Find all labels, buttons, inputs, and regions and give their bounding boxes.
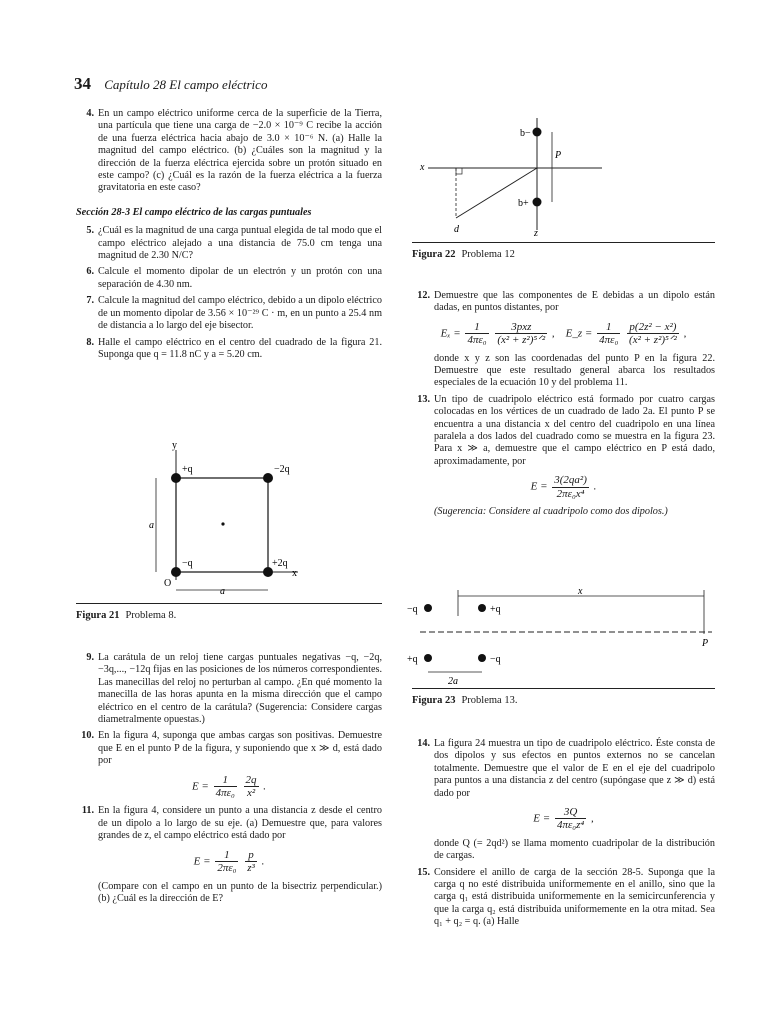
label-p: P xyxy=(555,150,562,161)
problem-4: 4. En un campo eléctrico uniforme cerca de la superficie de la Tierra, una partícula que tiene una carga de −2.0 × 10⁻⁹ C recibe la acción de una fuerza eléctrica hacia abajo de 3.0 × 10⁻⁶ N. (a) Halle la magnitud del campo eléctrico. (b) ¿Cuáles son la magnitud y la dirección de la fuerza eléctrica ejercida sobre un protón situado en este campo? (c) ¿Cuál es la razón de la fuerza eléctrica a la fuerza gravitatoria en este caso? xyxy=(86,108,382,194)
figure-21-diagram xyxy=(140,440,340,600)
label-minus-q-top: −q xyxy=(407,604,418,615)
equation-10: E = $\frac{1}{\text{4πε₀}}$ $\frac{2q}{\text{x²}}$ . xyxy=(191,773,267,800)
label-plus-q-bottom: +q xyxy=(407,654,418,665)
label-x: x xyxy=(292,568,297,579)
label-plus-2q: +2q xyxy=(272,558,288,569)
label-b-minus: b− xyxy=(520,128,531,139)
figure-23-caption: Figura 23 Problema 13. xyxy=(412,695,518,706)
label-x: x xyxy=(578,586,583,597)
section-heading: Sección 28-3 El campo eléctrico de las cargas puntuales xyxy=(76,206,312,218)
charge-bottom-left xyxy=(171,567,181,577)
charge-top-right xyxy=(263,473,273,483)
label-a-vertical: a xyxy=(149,520,154,531)
label-x: x xyxy=(420,162,425,173)
figure-21-rule xyxy=(76,603,382,604)
figure-23-rule xyxy=(412,688,715,689)
problem-13: 13. Un tipo de cuadripolo eléctrico está formado por cuatro cargas colocadas en los vértices de un cuadrado de lado 2a. El punto P se encuentra a una distancia x del centro del cuadripolo en una línea paralela a dos lados del cuadrado como se muestra en la figura 23. Para x ≫ a, demuestre que el campo eléctrico en P está dado, aproximadamente, por xyxy=(417,393,715,467)
page-number: 34 xyxy=(74,74,91,93)
equation-14: E = $\frac{3Q}{\text{4πε₀z⁴}}$ , xyxy=(533,806,594,832)
figure-23-diagram xyxy=(404,586,716,696)
problem-14: 14. La figura 24 muestra un tipo de cuadripolo eléctrico. Éste consta de dos dipolos y sus efectos en puntos externos no se cancelan totalmente. Demuestre que el valor de E en el eje del cuadripolo para puntos a una distancia z del centro (supóngase que z ≫ d) está dado por xyxy=(417,738,715,799)
problem-7: 7. Calcule la magnitud del campo eléctrico, debido a un dipolo eléctrico de un momento dipolar de 3.56 × 10⁻²⁹ C · m, en un punto a 25.4 nm de distancia a lo largo del eje bisector. xyxy=(86,295,382,332)
right-column-middle xyxy=(412,290,715,519)
label-z: z xyxy=(534,228,538,239)
figure-22-caption: Figura 22 Problema 12 xyxy=(412,249,515,260)
problem-15: 15. Considere el anillo de carga de la sección 28-5. Suponga que la carga q no esté distribuida uniformemente en el anillo, sino que la carga q₁ está distribuida uniformemente en la semicircunferencia y que la carga q₂ está distribuida uniformemente en la otra mitad. Sea q₁ + q₂ = q. (a) Halle xyxy=(417,866,715,928)
problem-6: 6. Calcule el momento dipolar de un electrón y un protón con una separación de 4.30 nm. xyxy=(86,266,382,290)
problem-14-continuation: donde Q (= 2qd²) se llama momento cuadripolar de la distribución de cargas. xyxy=(434,837,715,862)
problem-8: 8. Halle el campo eléctrico en el centro del cuadrado de la figura 21. Suponga que q = 11.8 nC y a = 5.20 cm. xyxy=(86,336,382,360)
charge-top-left xyxy=(171,473,181,483)
figure-22-diagram xyxy=(412,110,712,240)
label-y: y xyxy=(172,440,177,451)
label-minus-q-bottom: −q xyxy=(490,654,501,665)
problem-12: 12. Demuestre que las componentes de E debidas a un dipolo están dadas, en puntos distantes, por xyxy=(417,290,715,314)
label-plus-q: +q xyxy=(182,464,193,475)
charge-top-left xyxy=(424,604,432,612)
label-origin: O xyxy=(164,578,172,589)
figure-22-rule xyxy=(412,242,715,243)
label-minus-q: −q xyxy=(182,558,193,569)
problem-9: 9. La carátula de un reloj tiene cargas puntuales negativas −q, −2q, −3q,..., −12q fijas en las posiciones de los números correspondientes. Las manecillas del reloj no perturban al campo. ¿En qué momento la manecilla de las horas apunta en la misma dirección que el campo eléctrico en el centro de la carátula? (Sugerencia: Considere cargas diametralmente opuestas.) xyxy=(86,652,382,726)
problem-13-hint: (Sugerencia: Considere al cuadripolo como dos dipolos.) xyxy=(434,506,668,518)
label-a-horizontal: a xyxy=(220,586,225,597)
charge-b-minus xyxy=(533,128,542,137)
charge-bottom-left xyxy=(424,654,432,662)
label-p: P xyxy=(702,638,709,649)
problem-12-continuation: donde x y z son las coordenadas del punto P en la figura 22. Demuestre que este resultado general abarca los resultados especiales de la ecuación 10 y del problema 11. xyxy=(434,352,715,389)
label-d: d xyxy=(454,224,459,235)
figure-21-caption: Figura 21 Problema 8. xyxy=(76,610,177,621)
label-2a: 2a xyxy=(448,676,458,687)
equation-12: Eₓ = $\frac{1}{\text{4πε₀}}$ $\frac{\text{3pxz}}{\text{(x² + z²)⁵ᐟ²}}$ , E_z = $\frac{1}{\text{4πε₀}}$ $\frac{\text{p(2z² − x²)}}{\text{(x² + z²)⁵ᐟ²}}$ , xyxy=(440,320,687,347)
charge-bottom-right xyxy=(478,654,486,662)
distance-line xyxy=(456,168,537,218)
problem-11: 11. En la figura 4, considere un punto a una distancia z desde el centro de un dipolo a lo largo de su eje. (a) Demuestre que, para valores grandes de z, el campo eléctrico está dado por xyxy=(81,805,382,842)
label-plus-q-top: +q xyxy=(490,604,501,615)
problem-10: 10. En la figura 4, suponga que ambas cargas son positivas. Demuestre que E en el punto P de la figura, y suponiendo que x ≫ d, está dado por xyxy=(81,730,382,767)
charge-top-right xyxy=(478,604,486,612)
equation-13: E = $\frac{\text{3(2qa²)}}{\text{2πε₀x⁴}}$ . xyxy=(530,474,597,500)
page-header xyxy=(74,74,267,94)
left-column-top xyxy=(76,108,382,365)
problem-11-continuation: (Compare con el campo en un punto de la bisectriz perpendicular.) (b) ¿Cuál es la dirección de E? xyxy=(98,880,382,904)
center-point xyxy=(221,522,224,525)
right-angle-mark xyxy=(456,168,462,174)
equation-11: E = $\frac{1}{\text{2πε₀}}$ $\frac{p}{\text{z³}}$ . xyxy=(193,848,265,875)
charge-b-plus xyxy=(533,198,542,207)
chapter-title: Capítulo 28 El campo eléctrico xyxy=(104,77,268,92)
label-minus-2q: −2q xyxy=(274,464,290,475)
problem-5: 5. ¿Cuál es la magnitud de una carga puntual elegida de tal modo que el campo eléctrico alejado a una distancia de 75.0 cm tenga una magnitud de 2.30 N/C? xyxy=(86,225,382,262)
right-column-bottom xyxy=(412,738,715,933)
label-b-plus: b+ xyxy=(518,198,529,209)
left-column-bottom xyxy=(76,652,382,905)
